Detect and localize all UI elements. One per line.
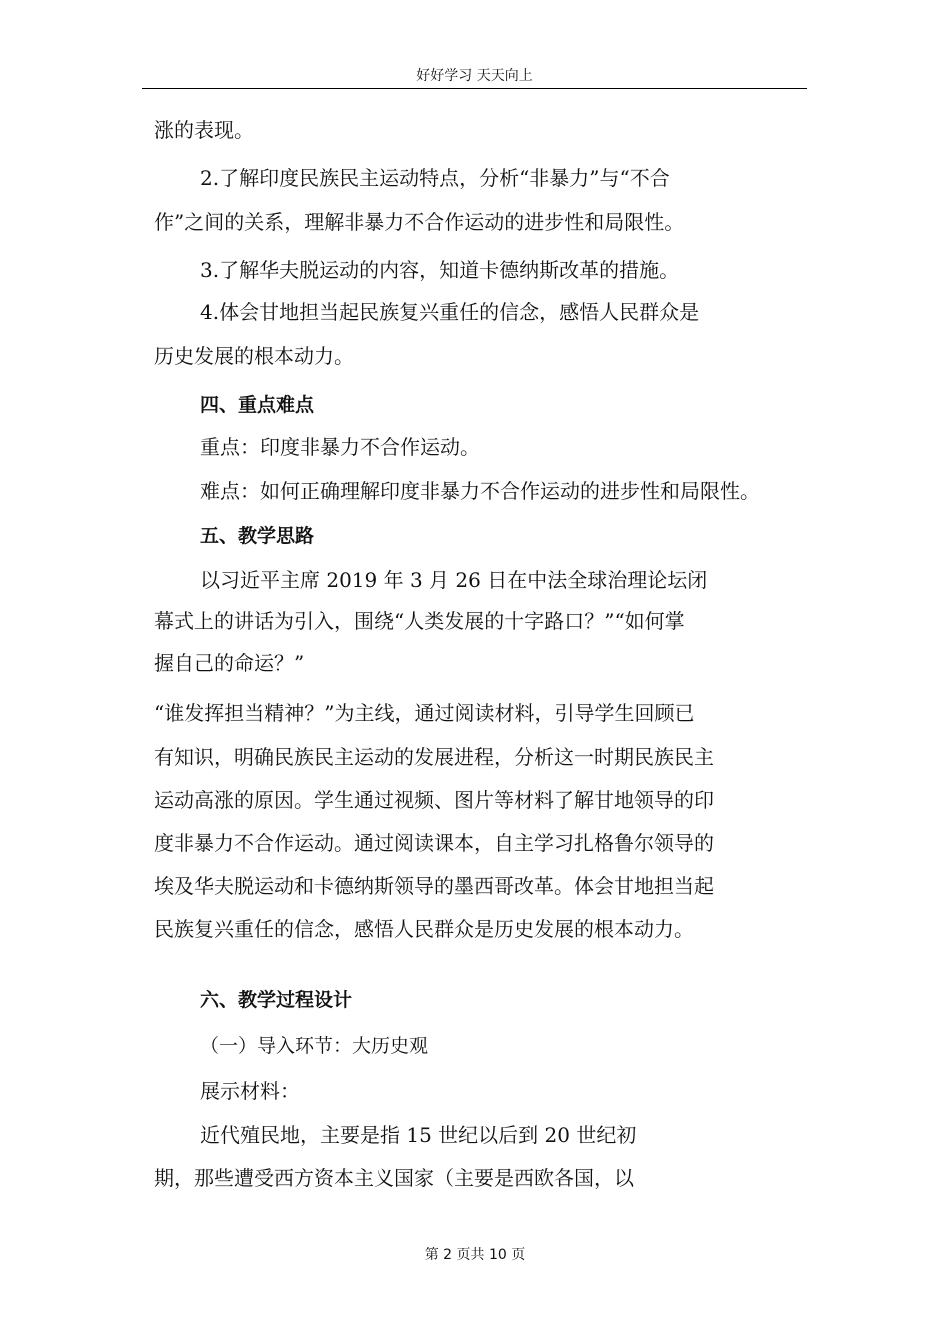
text-line: 幕式上的讲话为引入，围绕“人类发展的十字路口？”“如何掌 bbox=[154, 609, 685, 633]
text-line: 历史发展的根本动力。 bbox=[154, 344, 354, 368]
text-line: 民族复兴重任的信念，感悟人民群众是历史发展的根本动力。 bbox=[154, 917, 694, 941]
key-point: 重点：印度非暴力不合作运动。 bbox=[200, 435, 480, 459]
text-line: 期，那些遭受西方资本主义国家（主要是西欧各国，以 bbox=[154, 1166, 634, 1190]
page-header: 好好学习 天天向上 bbox=[416, 68, 533, 84]
text-line: 运动高涨的原因。学生通过视频、图片等材料了解甘地领导的印 bbox=[154, 788, 714, 812]
text-line: 度非暴力不合作运动。通过阅读课本，自主学习扎格鲁尔领导的 bbox=[154, 831, 714, 855]
text-line: 近代殖民地，主要是指 15 世纪以后到 20 世纪初 bbox=[200, 1123, 637, 1147]
objective-4: 4.体会甘地担当起民族复兴重任的信念，感悟人民群众是 bbox=[200, 300, 700, 324]
text-line: 涨的表现。 bbox=[154, 118, 254, 142]
objective-2: 2.了解印度民族民主运动特点，分析“非暴力”与“不合 bbox=[200, 166, 670, 190]
page-number: 第 2 页共 10 页 bbox=[424, 1247, 526, 1263]
section-heading-6: 六、教学过程设计 bbox=[200, 989, 353, 1011]
difficult-point: 难点：如何正确理解印度非暴力不合作运动的进步性和局限性。 bbox=[200, 479, 760, 503]
text-line: 以习近平主席 2019 年 3 月 26 日在中法全球治理论坛闭 bbox=[200, 568, 708, 592]
text-line: 展示材料： bbox=[200, 1079, 300, 1103]
subsection-heading: （一）导入环节：大历史观 bbox=[200, 1035, 429, 1057]
section-heading-4: 四、重点难点 bbox=[200, 394, 315, 416]
header-divider bbox=[142, 88, 807, 89]
text-line: 有知识，明确民族民主运动的发展进程，分析这一时期民族民主 bbox=[154, 745, 714, 769]
section-heading-5: 五、教学思路 bbox=[200, 525, 315, 547]
text-line: 作”之间的关系，理解非暴力不合作运动的进步性和局限性。 bbox=[154, 210, 685, 234]
text-line: “谁发挥担当精神？”为主线，通过阅读材料，引导学生回顾已 bbox=[154, 701, 695, 725]
text-line: 握自己的命运？” bbox=[154, 651, 305, 675]
objective-3: 3.了解华夫脱运动的内容，知道卡德纳斯改革的措施。 bbox=[200, 258, 680, 282]
text-line: 埃及华夫脱运动和卡德纳斯领导的墨西哥改革。体会甘地担当起 bbox=[154, 874, 714, 898]
